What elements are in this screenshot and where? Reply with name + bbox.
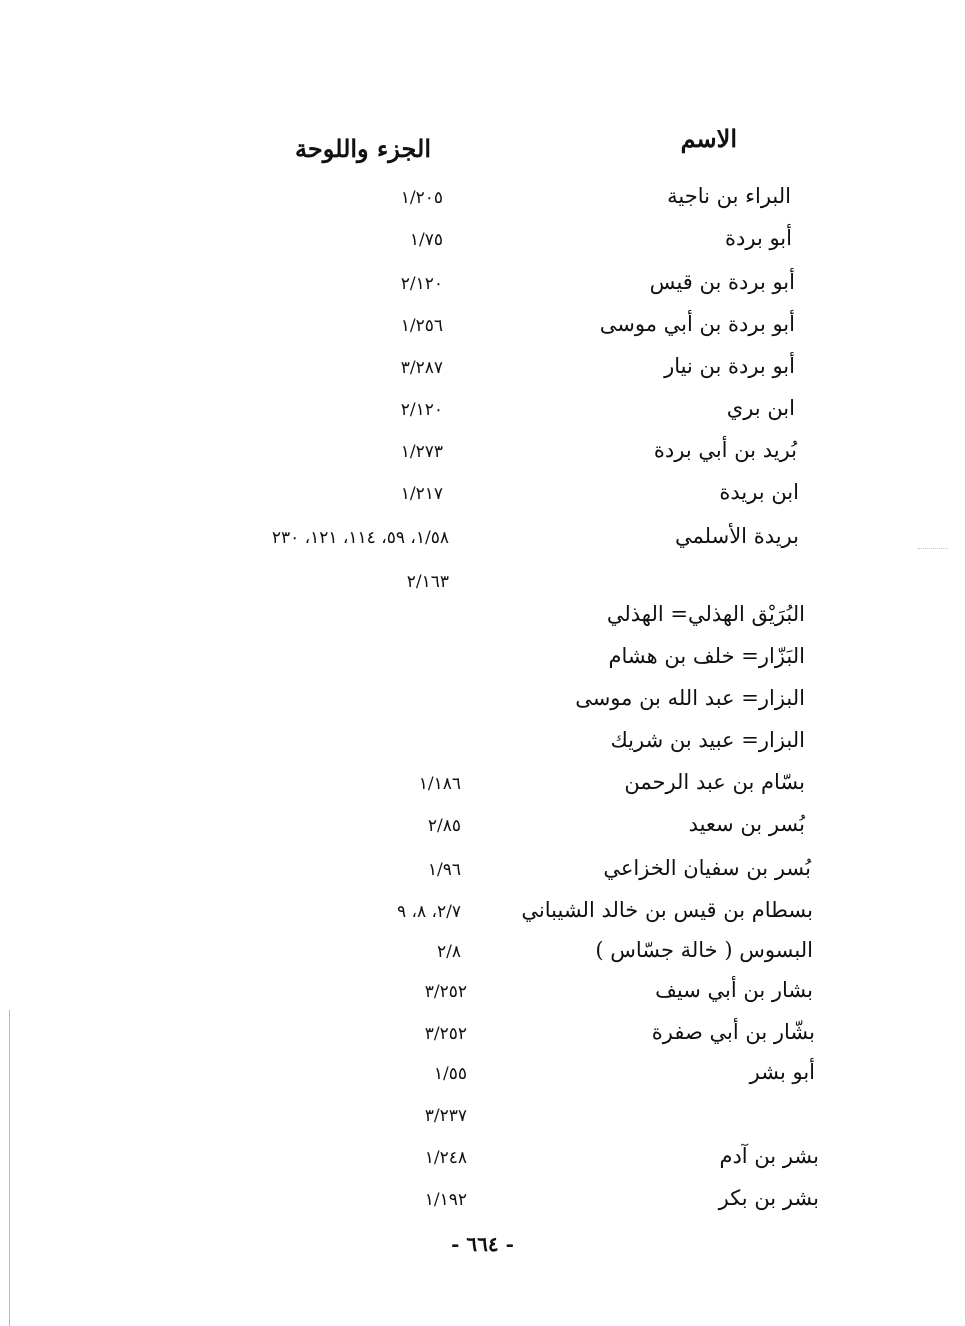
index-entry [0,678,965,718]
entry-reference: ١/٧٥ [409,230,443,250]
entry-reference: ٢/٨ [437,942,461,962]
entry-name: البَزّار= خلف بن هشام [608,644,805,668]
index-entry [0,930,965,970]
entry-reference: ١/٩٦ [427,860,461,880]
index-entry [0,430,965,470]
entry-name: ابن بريدة [719,480,799,504]
entry-name: البراء بن ناجية [667,184,791,208]
reference-column-header: الجزء واللوحة [295,134,431,163]
entry-reference: ١/٢١٧ [400,484,443,504]
index-entry [0,848,965,888]
entry-name: أبو بردة بن قيس [649,270,795,294]
index-entry [0,346,965,386]
entry-name: بريدة الأسلمي [675,524,799,548]
entry-name: بُسر بن سفيان الخزاعي [603,856,811,880]
entry-reference: ٢/١٢٠ [400,400,443,420]
entry-name: أبو بردة بن نيار [664,354,795,378]
entry-reference: ٣/٢٥٢ [424,982,467,1002]
index-entry [0,1094,965,1134]
index-entry [0,176,965,216]
index-entry [0,472,965,512]
entry-reference: ٣/٢٣٧ [424,1106,467,1126]
page-number: - ٦٦٤ - [451,1232,514,1256]
entry-name: بُسر بن سعيد [688,812,805,836]
index-entry [0,1012,965,1052]
entry-name: البُرَيْق الهذلي= الهذلي [606,602,805,626]
index-entry [0,636,965,676]
index-entry [0,262,965,302]
entry-reference: ١/٥٥ [433,1064,467,1084]
entry-name: بشر بن آدم [719,1144,819,1168]
entry-name: بشر بن بكر [718,1186,819,1210]
entry-reference: ٢/٨٥ [427,816,461,836]
entry-name: أبو بشر [749,1060,815,1084]
entry-reference: ١/٢٥٦ [400,316,443,336]
index-entry [0,1136,965,1176]
entry-name: بشّار بن أبي صفرة [651,1020,815,1044]
entry-name: البزار= عبد الله بن موسى [575,686,805,710]
entry-name: بسّام بن عبد الرحمن [624,770,805,794]
entry-reference: ١/٢٤٨ [424,1148,467,1168]
entry-reference: ٣/٢٥٢ [424,1024,467,1044]
entry-name: ابن بري [726,396,795,420]
index-entry [0,218,965,258]
index-entry [0,304,965,344]
index-entry [0,720,965,760]
entry-reference: ٢/٧، ٨، ٩ [396,902,461,922]
entry-reference: ٢/١٦٣ [406,572,449,592]
entry-name: بُريد بن أبي بردة [653,438,797,462]
entry-name: بسطام بن قيس بن خالد الشيباني [521,898,813,922]
entry-reference: ١/٢٧٣ [400,442,443,462]
index-entry [0,594,965,634]
entry-name: أبو بردة بن أبي موسى [599,312,795,336]
entry-name: البزار= عبيد بن شريك [610,728,805,752]
entry-reference: ١/١٩٢ [424,1190,467,1210]
entry-reference: ١/١٨٦ [418,774,461,794]
name-column-header: الاسم [680,124,737,153]
scan-edge-line [9,1010,10,1326]
entry-name: البسوس ( خالة جسّاس ) [595,938,813,962]
entry-reference: ١/٥٨، ٥٩، ١١٤، ١٢١، ٢٣٠ [271,528,449,548]
index-entry [0,388,965,428]
index-entry [0,1052,965,1092]
index-entry [0,516,965,556]
index-entry [0,762,965,802]
entry-reference: ٢/١٢٠ [400,274,443,294]
index-entry [0,890,965,930]
entry-name: بشار بن أبي سيف [655,978,813,1002]
index-entry [0,804,965,844]
index-entry [0,1178,965,1218]
index-entry [0,970,965,1010]
entry-reference: ٣/٢٨٧ [400,358,443,378]
scan-speck [918,548,948,550]
entry-reference: ١/٢٠٥ [400,188,443,208]
entry-name: أبو بردة [725,226,792,250]
